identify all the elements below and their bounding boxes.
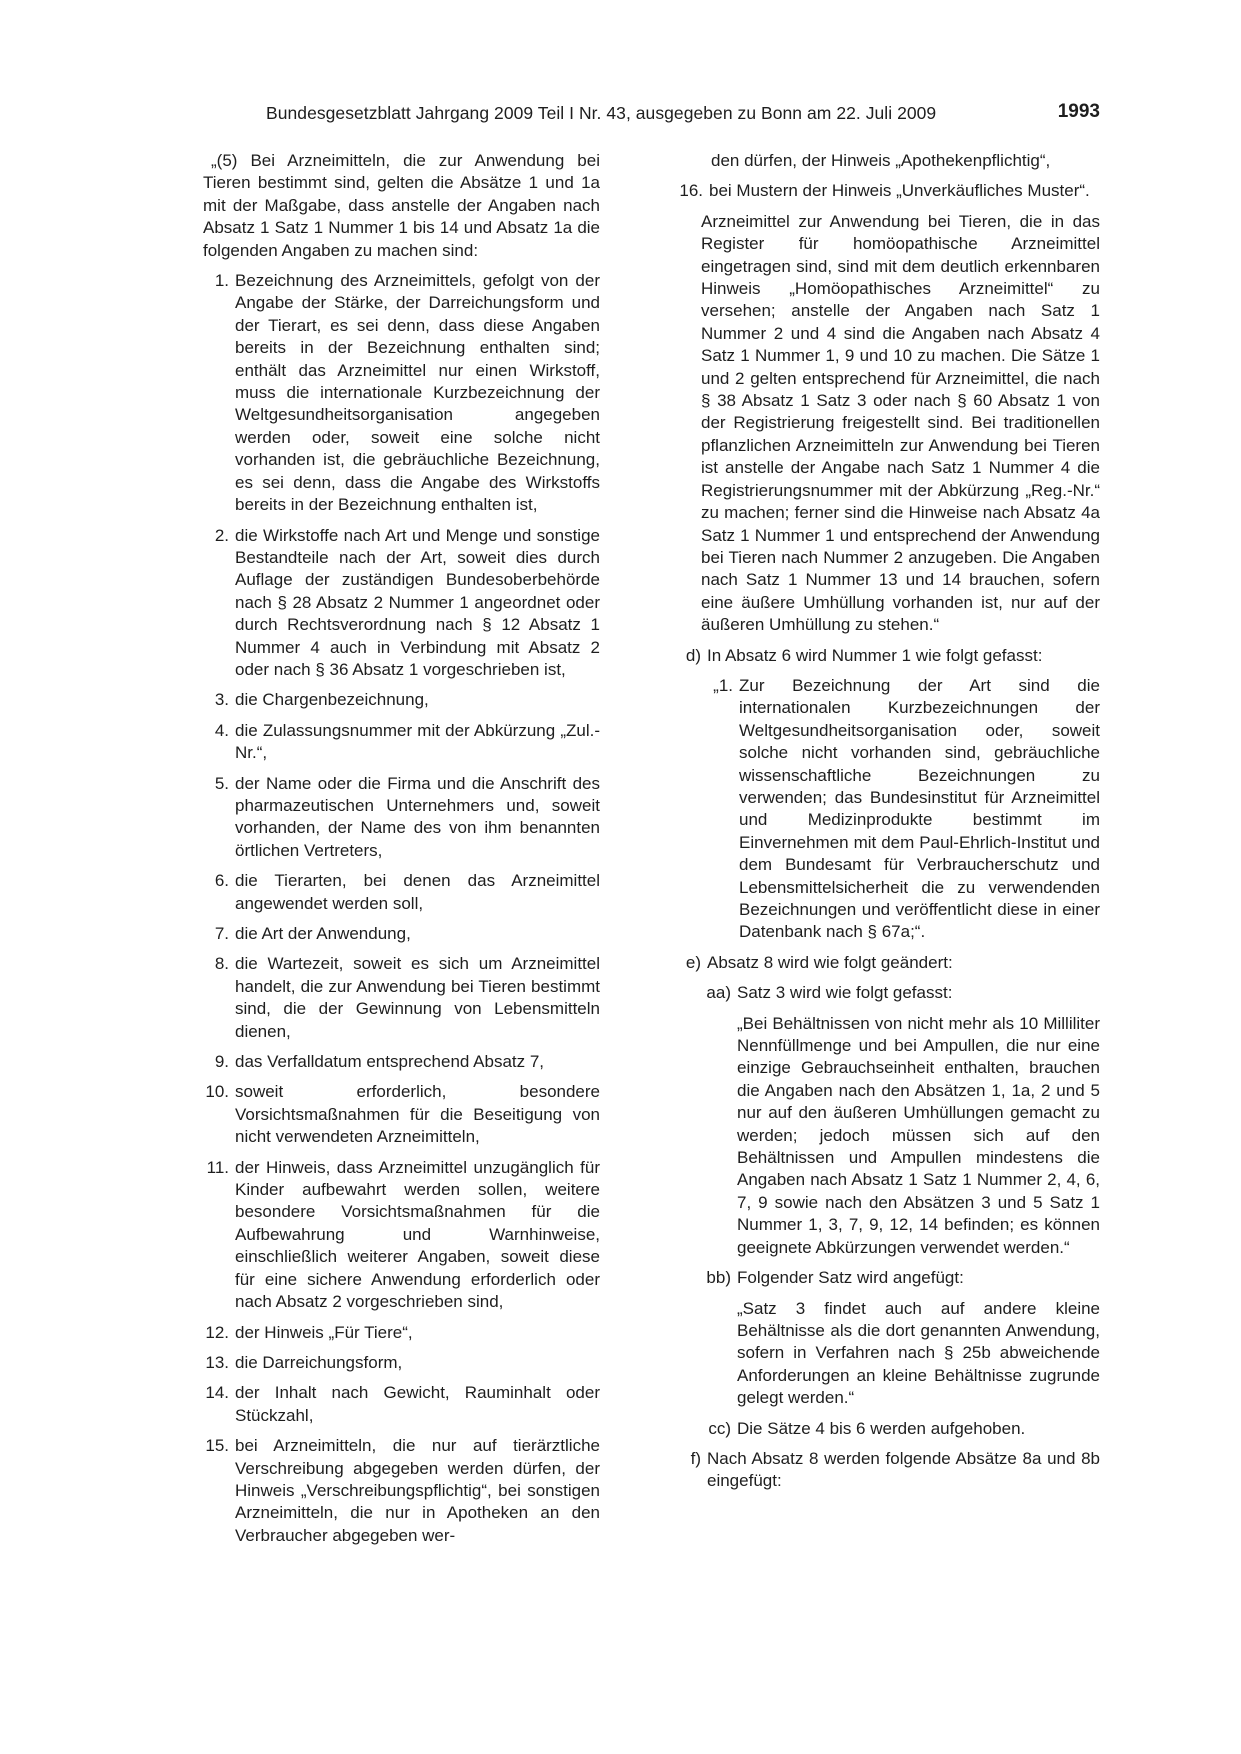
list-item-12 — [203, 1322, 600, 1344]
list-text: die Wirkstoffe nach Art und Menge und sonstige Bestandteile nach der Art, soweit dies durch Auflage der zuständigen Bundesoberbehörde nach § 28 Absatz 2 Nummer 1 angeordnet oder durch Rechtsverordnung nach § 12 Absatz 1 Nummer 4 auch in Verbindung mit Absatz 2 oder nach § 36 Absatz 1 vorgeschrieben ist, — [235, 525, 600, 679]
list-item-16 — [679, 180, 1100, 202]
list-item-3 — [203, 689, 600, 711]
list-text: der Inhalt nach Gewicht, Rauminhalt oder Stückzahl, — [235, 1383, 600, 1425]
list-number: 7. — [214, 924, 229, 943]
amendment-d-number-1 — [701, 675, 1100, 944]
list-text: soweit erforderlich, besondere Vorsichtsmaßnahmen für die Beseitigung von nicht verwendeten Arzneimitteln, — [235, 1082, 600, 1147]
list-number: „1. — [713, 675, 733, 695]
list-text: Zur Bezeichnung der Art sind die internationalen Kurzbezeichnungen der Weltgesundheitsorganisation oder, soweit solche nicht vorhanden sind, gebräuchliche wissenschaftliche Bezeichnungen zu verwenden; das Bundesinstitut für Arzneimittel und Medizinprodukte bestimmt im Einvernehmen mit dem Paul-Ehrlich-Institut und dem Bundesamt für Verbraucherschutz und Lebensmittelsicherheit die zu verwendenden Bezeichnungen und veröffentlicht diese in einer Datenbank nach § 67a;“. — [739, 675, 1100, 942]
list-item-2 — [203, 525, 600, 682]
list-item-7 — [203, 923, 600, 945]
bb-quote: „Satz 3 findet auch auf andere kleine Behältnisse als die dort genannten Anwendung, sofern in Verfahren nach § 25b abweichende Anforderungen an kleine Behältnisse zugrunde gelegt werden.“ — [737, 1298, 1100, 1408]
list-text: die Wartezeit, soweit es sich um Arzneimittel handelt, die zur Anwendung bei Tieren bestimmt sind, die der Gewinnung von Lebensmitteln dienen, — [235, 954, 600, 1041]
list-number: 10. — [205, 1082, 229, 1102]
list-item-15-continuation: den dürfen, der Hinweis „Apothekenpflichtig“, — [711, 151, 1051, 170]
amendment-d — [679, 645, 1100, 667]
list-text: der Hinweis, dass Arzneimittel unzugänglich für Kinder aufbewahrt werden sollen, weitere besondere Vorsichtsmaßnahmen für die Aufbewahrung und Warnhinweise, einschließlich weiterer Angaben, soweit diese für eine sichere Anwendung erforderlich oder nach Absatz 2 vorgeschrieben sind, — [235, 1157, 600, 1312]
left-column — [203, 150, 600, 1547]
list-number: 8. — [214, 954, 229, 974]
list-item-8 — [203, 953, 600, 1043]
list-item-4 — [203, 720, 600, 765]
list-item-10 — [203, 1081, 600, 1148]
sub-text: Satz 3 wird wie folgt gefasst: — [737, 983, 953, 1003]
list-text: der Hinweis „Für Tiere“, — [235, 1322, 413, 1342]
amendment-text: Nach Absatz 8 werden folgende Absätze 8a und 8b eingefügt: — [707, 1448, 1100, 1491]
aa-quote: „Bei Behältnissen von nicht mehr als 10 Milliliter Nennfüllmenge und bei Ampullen, die nur eine einzige Gebrauchseinheit enthalten, brauchen die Angaben nach den Absätzen 1, 1a, 2 und 5 nur auf den äußeren Umhüllungen gemacht zu werden; jedoch müssen sich auf den Behältnissen und Ampullen mindestens die Angaben nach Absatz 1 Satz 1 Nummer 2, 4, 6, 7, 9 sowie nach den Absätzen 3 und 5 Satz 1 Nummer 1, 3, 7, 9, 12, 14 befinden; es können geeignete Abkürzungen verwendet werden.“ — [737, 1013, 1100, 1257]
list-item-9 — [203, 1051, 600, 1073]
amendment-text: Absatz 8 wird wie folgt geändert: — [707, 952, 953, 972]
list-text: der Name oder die Firma und die Anschrift des pharmazeutischen Unternehmers und, soweit vorhanden, der Name des von ihm benannten örtlichen Vertreters, — [235, 773, 600, 860]
running-title: Bundesgesetzblatt Jahrgang 2009 Teil I Nr. 43, ausgegeben zu Bonn am 22. Juli 2009 — [266, 103, 937, 123]
list-number: 2. — [214, 525, 229, 545]
list-number: 3. — [214, 690, 229, 710]
sub-text: Folgender Satz wird angefügt: — [737, 1268, 964, 1288]
list-text: die Chargenbezeichnung, — [235, 690, 429, 710]
list-number: 6. — [214, 871, 229, 891]
sub-letter: aa) — [706, 983, 731, 1003]
list-number: 11. — [206, 1157, 229, 1177]
list-number: 16. — [679, 181, 703, 201]
list-item-6 — [203, 870, 600, 915]
list-text: die Zulassungsnummer mit der Abkürzung „Zul.-Nr.“, — [235, 720, 600, 763]
amendment-e-aa — [699, 982, 1100, 1004]
page-header — [200, 101, 1100, 129]
list-item-13 — [203, 1352, 600, 1374]
amendment-e-bb — [699, 1267, 1100, 1289]
list-item-15 — [203, 1435, 600, 1547]
list-text: bei Arzneimitteln, die nur auf tierärztliche Verschreibung abgegeben werden dürfen, der Hinweis „Verschreibungspflichtig“, bei sonstigen Arzneimitteln, die nur in Apotheken an den Verbraucher abgegeben wer- — [235, 1436, 600, 1545]
amendment-letter: e) — [685, 952, 701, 972]
paragraph-5-intro: „(5) Bei Arzneimitteln, die zur Anwendung bei Tieren bestimmt sind, gelten die Absätze 1 und 1a mit der Maßgabe, dass anstelle der Angaben nach Absatz 1 Satz 1 Nummer 1 bis 14 und Absatz 1a die folgenden Angaben zu machen sind: — [203, 151, 600, 260]
right-column — [679, 150, 1100, 1493]
sub-letter: bb) — [706, 1268, 731, 1288]
list-item-5 — [203, 773, 600, 863]
amendment-letter: f) — [690, 1448, 701, 1468]
amendment-e-cc — [699, 1418, 1100, 1440]
list-number: 4. — [214, 720, 229, 740]
page-number: 1993 — [1057, 101, 1100, 122]
list-number: 1. — [214, 271, 229, 291]
sub-text: Die Sätze 4 bis 6 werden aufgehoben. — [737, 1418, 1026, 1438]
list-number: 13. — [205, 1352, 229, 1372]
sub-letter: cc) — [708, 1418, 731, 1438]
amendment-text: In Absatz 6 wird Nummer 1 wie folgt gefasst: — [707, 645, 1043, 665]
amendment-e — [679, 952, 1100, 974]
list-number: 15. — [205, 1436, 229, 1456]
list-text: die Tierarten, bei denen das Arzneimittel angewendet werden soll, — [235, 871, 600, 913]
list-item-1 — [203, 270, 600, 516]
list-text: das Verfalldatum entsprechend Absatz 7, — [235, 1052, 545, 1072]
list-number: 14. — [205, 1383, 229, 1403]
list-number: 12. — [205, 1322, 229, 1342]
list-number: 5. — [214, 773, 229, 793]
homoeopathic-paragraph: Arzneimittel zur Anwendung bei Tieren, die in das Register für homöopathische Arzneimittel eingetragen sind, sind mit dem deutlich erkennbaren Hinweis „Homöopathisches Arzneimittel“ zu versehen; anstelle der Angaben nach Satz 1 Nummer 2 und 4 sind die Angaben nach Absatz 4 Satz 1 Nummer 1, 9 und 10 zu machen. Die Sätze 1 und 2 gelten entsprechend für Arzneimittel, die nach § 38 Absatz 1 Satz 3 oder nach § 60 Absatz 1 von der Registrierung freigestellt sind. Bei traditionellen pflanzlichen Arzneimitteln zur Anwendung bei Tieren ist anstelle der Angabe nach Satz 1 Nummer 4 die Registrierungsnummer mit der Abkürzung „Reg.-Nr.“ zu machen; ferner sind die Hinweise nach Absatz 4a Satz 1 Nummer 1 und entsprechend der Anwendung bei Tieren nach Nummer 2 anzugeben. Die Angaben nach Satz 1 Nummer 13 und 14 brauchen, sofern eine äußere Umhüllung vorhanden ist, nur auf der äußeren Umhüllung zu stehen.“ — [701, 211, 1100, 635]
list-item-11 — [203, 1157, 600, 1314]
amendment-f — [679, 1448, 1100, 1493]
list-text: die Art der Anwendung, — [235, 924, 411, 943]
amendment-letter: d) — [685, 645, 701, 665]
list-text: Bezeichnung des Arzneimittels, gefolgt von der Angabe der Stärke, der Darreichungsform und der Tierart, es sei denn, dass diese Angaben bereits in der Bezeichnung enthalten sind; enthält das Arzneimittel nur einen Wirkstoff, muss die internationale Kurzbezeichnung der Weltgesundheitsorganisation angegeben werden oder, soweit eine solche nicht vorhanden ist, die gebräuchliche Bezeichnung, es sei denn, dass die Angabe des Wirkstoffs bereits in der Bezeichnung enthalten ist, — [235, 271, 600, 515]
list-text: die Darreichungsform, — [235, 1352, 403, 1372]
list-text: bei Mustern der Hinweis „Unverkäufliches Muster“. — [709, 181, 1090, 201]
list-item-14 — [203, 1382, 600, 1427]
list-number: 9. — [214, 1052, 229, 1072]
